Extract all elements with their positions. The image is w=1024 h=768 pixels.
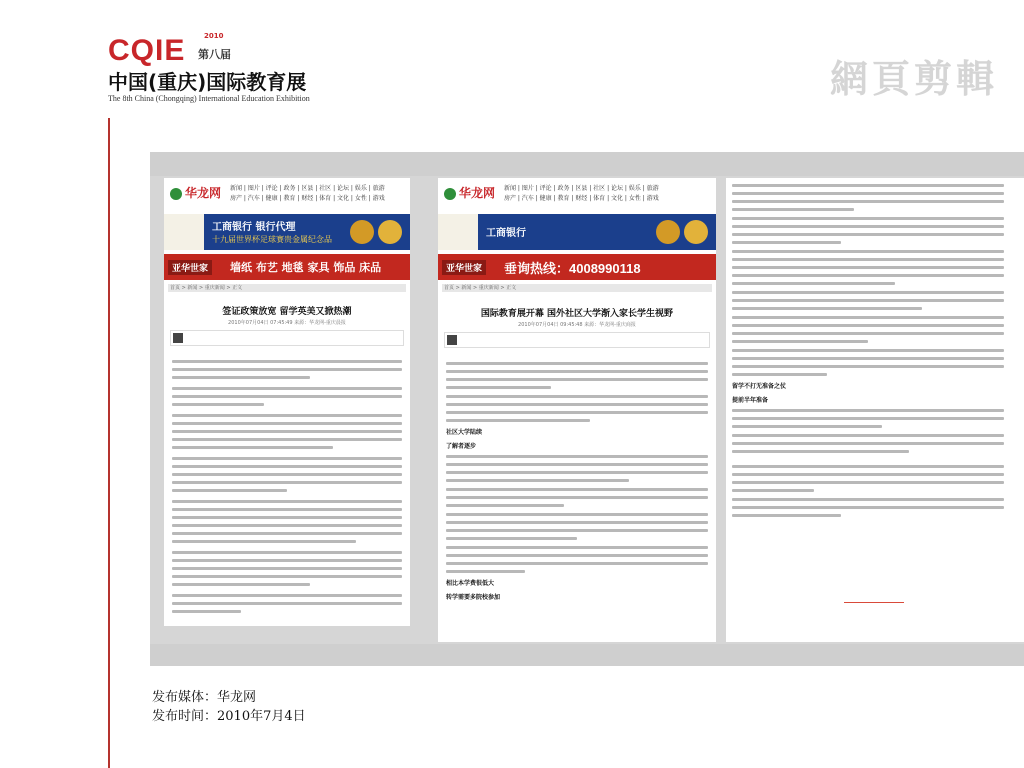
banner-brand: 亚华世家 [168,260,212,275]
article-subhead: 社区大学陆续 [446,429,483,436]
hotline: 垂询热线：4008990118 [504,261,641,276]
clipping-band-bottom [150,644,1024,666]
publish-media: 发布媒体：华龙网 [152,690,257,705]
article-body-continued [732,184,1004,522]
article-body [446,362,708,606]
expo-title: 中国(重庆)国际教育展 [108,70,307,94]
coin-icon [656,220,680,244]
bank-banner [478,214,716,250]
site-nav: 新闻 | 图片 | 评论 | 政务 | 区县 | 社区 | 论坛 | 娱乐 | 旅游 房产 | 汽车 | 健康 | 教育 | 财经 | 体育 | 文化 | 女性 | 游戏 [504,185,659,202]
clipping-page-1 [164,178,410,626]
site-logo-icon [444,188,456,200]
article-subhead: 转学需要多院校参加 [446,594,501,601]
breadcrumb: 首页 > 新闻 > 重庆新闻 > 正文 [442,284,712,292]
site-header [164,178,410,212]
banner-emblem [438,214,478,250]
bank-banner-line1: 工商银行 银行代理 [212,222,296,233]
red-divider-line [108,118,110,768]
bank-banner-line1: 工商银行 [486,228,526,239]
site-logo-icon [170,188,182,200]
banner-emblem [164,214,204,250]
article-subhead: 提前半年准备 [732,397,769,404]
article-body [172,360,402,618]
clipping-page-3 [726,178,1024,642]
site-logo: 华龙网 [170,184,221,201]
publish-date: 发布时间：2010年7月4日 [152,709,306,724]
clipping-band-top [150,152,1024,176]
banner-slogan: 墙纸 布艺 地毯 家具 饰品 床品 [230,261,382,274]
coin-icon [684,220,708,244]
furniture-banner [164,254,410,280]
expo-subtitle: The 8th China (Chongqing) International Education Exhibition [108,94,310,103]
logo-year: 2010 [204,32,224,40]
web-clipping-label: 網頁剪輯 [829,56,998,101]
expo-logo [108,28,408,108]
coin-icon [378,220,402,244]
site-logo: 华龙网 [444,184,495,201]
coin-icon [350,220,374,244]
inline-ad [444,332,710,348]
article-subhead: 相比本学费很低大 [446,580,495,587]
article-title: 国际教育展开幕 国外社区大学渐入家长学生视野 [480,309,674,319]
clipping-caption [152,688,306,726]
article-subhead: 了解者逐步 [446,443,477,450]
inline-ad [170,330,404,346]
bank-banner [204,214,410,250]
article-title: 签证政策放宽 留学英美又掀热潮 [222,307,352,317]
article-subhead: 留学不打无准备之仗 [732,383,787,390]
furniture-banner [438,254,716,280]
logo-edition: 第八届 [198,48,231,61]
article-end-mark [844,602,904,603]
site-header [438,178,716,212]
article-meta: 2010年07月04日 07:45:49 来源：华龙网-重庆晨报 [228,320,346,326]
breadcrumb: 首页 > 新闻 > 重庆新闻 > 正文 [168,284,406,292]
article-meta: 2010年07月04日 09:45:48 来源：华龙网-重庆商报 [518,322,636,328]
site-nav: 新闻 | 图片 | 评论 | 政务 | 区县 | 社区 | 论坛 | 娱乐 | 旅游 房产 | 汽车 | 健康 | 教育 | 财经 | 体育 | 文化 | 女性 | 游戏 [230,185,385,202]
banner-brand: 亚华世家 [442,260,486,275]
logo-mark: CQIE [108,34,186,67]
clipping-page-2 [438,178,716,642]
bank-banner-line2: 十九届世界杯足球赛贵金属纪念品 [212,235,332,244]
